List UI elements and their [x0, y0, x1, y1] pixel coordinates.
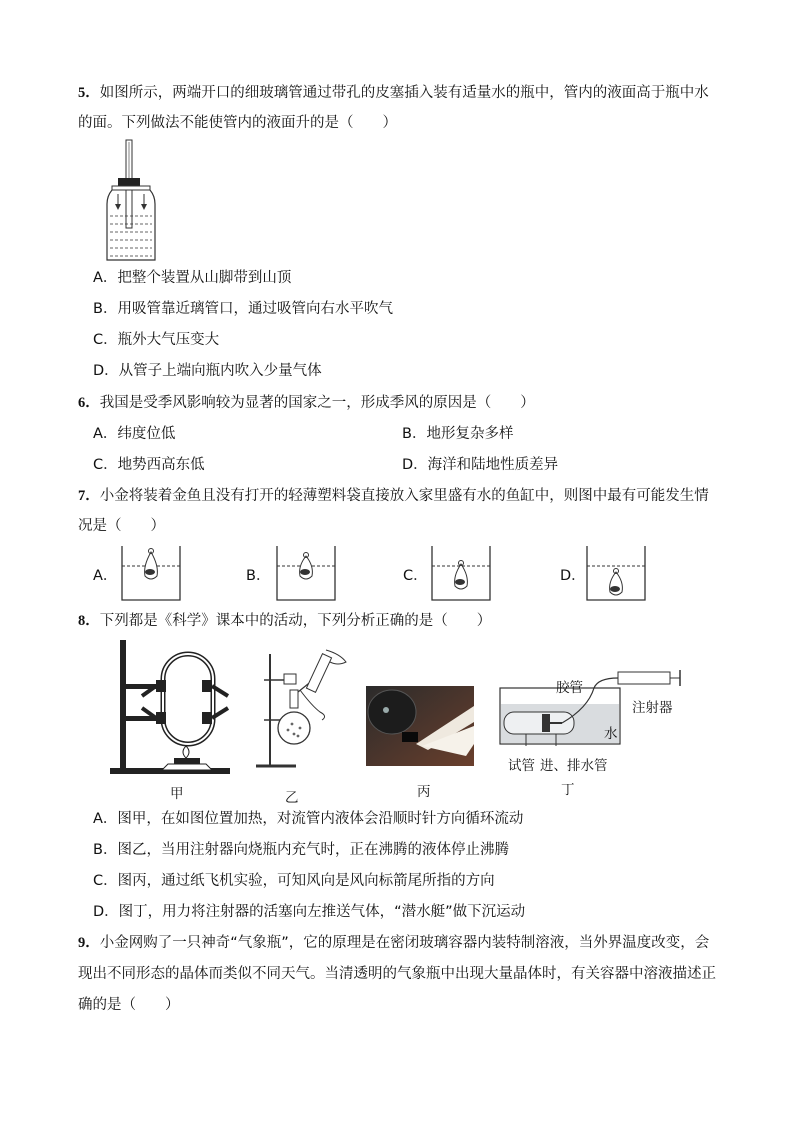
q6-line1: [78, 393, 535, 413]
q8-option-d: D．图丁，用力将注射器的活塞向左推送气体，“潜水艇”做下沉运动: [93, 904, 526, 920]
figure-yi-flask-syringe: [256, 650, 350, 770]
q7-stem-2: 况是（ ）: [78, 518, 165, 534]
q9-line1: [78, 933, 709, 953]
q8-option-b: B．图乙，当用注射器向烧瓶内充气时，正在沸腾的液体停止沸腾: [93, 842, 509, 858]
q7-tank-d: [585, 546, 647, 602]
q7-number: 7．: [78, 488, 100, 504]
q5-option-d: D．从管子上端向瓶内吹入少量气体: [93, 363, 322, 379]
q9-number: 9．: [78, 935, 100, 951]
q9-stem-1: 小金网购了一只神奇“气象瓶”，它的原理是在密闭玻璃容器内装特制溶液，当外界温度改变，会: [99, 935, 710, 951]
figure-bing-photo: [366, 686, 474, 766]
q5-stem-1: 如图所示，两端开口的细玻璃管通过带孔的皮塞插入装有适量水的瓶中，管内的液面高于瓶中水: [99, 85, 709, 101]
q7-stem-1: 小金将装着金鱼且没有打开的轻薄塑料袋直接放入家里盛有水的鱼缸中，则图中最有可能发生情: [99, 488, 709, 504]
q7-tank-c: [430, 546, 492, 602]
caption-jia: 甲: [170, 786, 184, 802]
caption-bing: 丙: [417, 784, 431, 800]
q5-option-a: A．把整个装置从山脚带到山顶: [93, 270, 292, 286]
q5-option-c: C．瓶外大气压变大: [93, 332, 220, 348]
q6-option-c: C．地势西高东低: [93, 457, 205, 473]
ding-label-inout: 进、排水管: [540, 758, 608, 774]
q6-stem: 我国是受季风影响较为显著的国家之一，形成季风的原因是（ ）: [99, 395, 535, 411]
caption-ding: 丁: [561, 782, 575, 798]
q5-option-b: B．用吸管靠近璃管口，通过吸管向右水平吹气: [93, 301, 393, 317]
q7-tank-b: [275, 546, 337, 602]
q7-label-c: C．: [403, 568, 428, 584]
q5-line1: [78, 83, 709, 103]
q8-number: 8．: [78, 613, 100, 629]
q7-label-d: D．: [560, 568, 586, 584]
q6-option-d: D．海洋和陆地性质差异: [402, 457, 559, 473]
q5-stem-2: 的面。下列做法不能使管内的液面升的是（ ）: [78, 115, 397, 131]
ding-label-testtube: 试管: [508, 758, 535, 774]
q8-option-c: C．图丙，通过纸飞机实验，可知风向是风向标箭尾所指的方向: [93, 873, 495, 889]
q5-bottle-figure: [104, 140, 164, 262]
q9-stem-3: 确的是（ ）: [78, 997, 180, 1013]
caption-yi: 乙: [285, 790, 299, 806]
q7-label-b: B．: [246, 568, 271, 584]
ding-label-tube: 胶管: [556, 680, 583, 696]
q8-stem: 下列都是《科学》课本中的活动，下列分析正确的是（ ）: [99, 613, 492, 629]
q8-line1: [78, 611, 491, 631]
q7-tank-a: [120, 546, 182, 602]
ding-label-water: 水: [604, 726, 618, 742]
q5-number: 5．: [78, 85, 100, 101]
q6-option-b: B．地形复杂多样: [402, 426, 514, 442]
q6-number: 6．: [78, 395, 100, 411]
q6-option-a: A．纬度位低: [93, 426, 176, 442]
ding-label-syringe: 注射器: [632, 700, 673, 716]
q8-option-a: A．图甲，在如图位置加热，对流管内液体会沿顺时针方向循环流动: [93, 811, 524, 827]
q7-label-a: A．: [93, 568, 118, 584]
q7-line1: [78, 486, 709, 506]
q9-stem-2: 现出不同形态的晶体而类似不同天气。当清透明的气象瓶中出现大量晶体时，有关容器中溶液描述正: [78, 966, 716, 982]
figure-jia-convection-tube: [108, 640, 238, 775]
